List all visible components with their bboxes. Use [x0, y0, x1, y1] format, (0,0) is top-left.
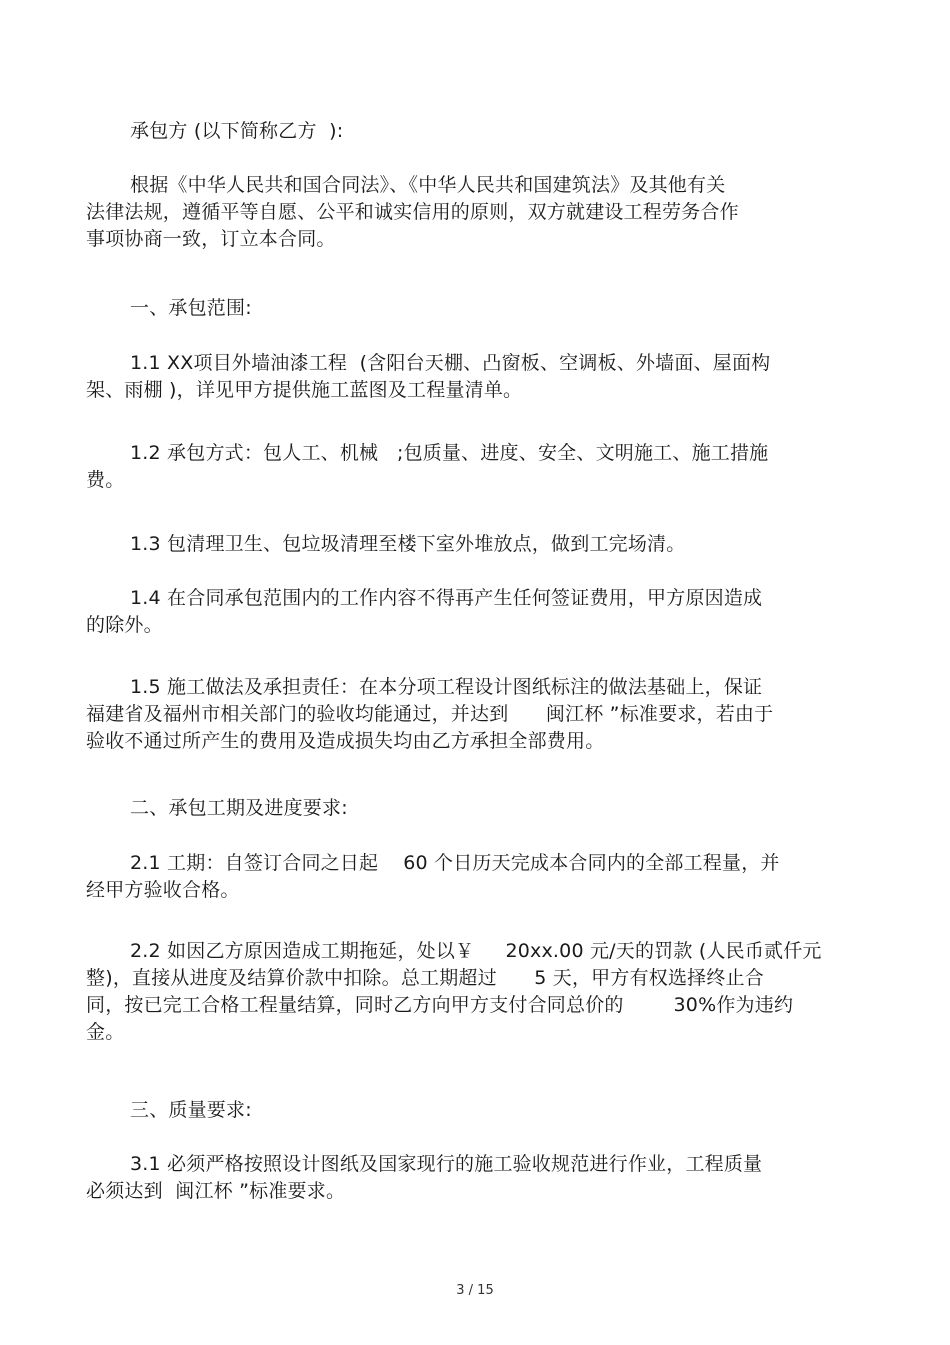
text-line: 根据《中华人民共和国合同法》、《中华人民共和国建筑法》及其他有关 [130, 174, 726, 196]
page-number: 3 / 15 [456, 1283, 494, 1298]
section-heading-scope [86, 295, 866, 322]
party-b-line [86, 118, 866, 145]
clause-1-4 [86, 585, 866, 639]
text-line: 必须达到 闽江杯 ”标准要求。 [86, 1180, 346, 1202]
clause-1-5 [86, 674, 866, 755]
text-line: 1.3 包清理卫生、包垃圾清理至楼下室外堆放点，做到工完场清。 [130, 533, 686, 555]
text-line: 架、雨棚 )，详见甲方提供施工蓝图及工程量清单。 [86, 379, 523, 401]
text-line: 2.2 如因乙方原因造成工期拖延，处以￥ 20xx.00 元/天的罚款 (人民币贰仟元 [130, 940, 822, 962]
text-line: 金。 [86, 1021, 125, 1043]
text-line: 2.1 工期：自签订合同之日起 60 个日历天完成本合同内的全部工程量，并 [130, 852, 780, 874]
text-line: 3.1 必须严格按照设计图纸及国家现行的施工验收规范进行作业，工程质量 [130, 1153, 763, 1175]
clause-2-2 [86, 938, 866, 1046]
text-line: 1.5 施工做法及承担责任：在本分项工程设计图纸标注的做法基础上，保证 [130, 676, 763, 698]
section-heading-schedule [86, 795, 866, 822]
preamble-paragraph [86, 172, 866, 253]
text-line: 整)，直接从进度及结算价款中扣除。总工期超过 5 天，甲方有权选择终止合 [86, 967, 764, 989]
clause-1-1 [86, 350, 866, 404]
text-line: 法律法规，遵循平等自愿、公平和诚实信用的原则，双方就建设工程劳务合作 [86, 201, 739, 223]
clause-2-1 [86, 850, 866, 904]
text-line: 同，按已完工合格工程量结算，同时乙方向甲方支付合同总价的 30%作为违约 [86, 994, 794, 1016]
text-line: 事项协商一致，订立本合同。 [86, 228, 336, 250]
clause-1-2 [86, 440, 866, 494]
clause-3-1 [86, 1151, 866, 1205]
section-heading-quality [86, 1097, 866, 1124]
text-line: 费。 [86, 469, 125, 491]
text-line: 一、承包范围: [130, 297, 252, 319]
text-line: 福建省及福州市相关部门的验收均能通过，并达到 闽江杯 ”标准要求，若由于 [86, 703, 774, 725]
text-line: 1.4 在合同承包范围内的工作内容不得再产生任何签证费用，甲方原因造成 [130, 587, 763, 609]
text-line: 三、质量要求: [130, 1099, 252, 1121]
text-line: 的除外。 [86, 614, 163, 636]
text-line: 承包方 (以下简称乙方 ): [130, 120, 344, 142]
clause-1-3 [86, 531, 866, 558]
text-line: 1.2 承包方式：包人工、机械 ;包质量、进度、安全、文明施工、施工措施 [130, 442, 769, 464]
text-line: 经甲方验收合格。 [86, 879, 240, 901]
text-line: 二、承包工期及进度要求: [130, 797, 348, 819]
text-line: 验收不通过所产生的费用及造成损失均由乙方承担全部费用。 [86, 730, 605, 752]
text-line: 1.1 XX项目外墙油漆工程 (含阳台天棚、凸窗板、空调板、外墙面、屋面构 [130, 352, 771, 374]
